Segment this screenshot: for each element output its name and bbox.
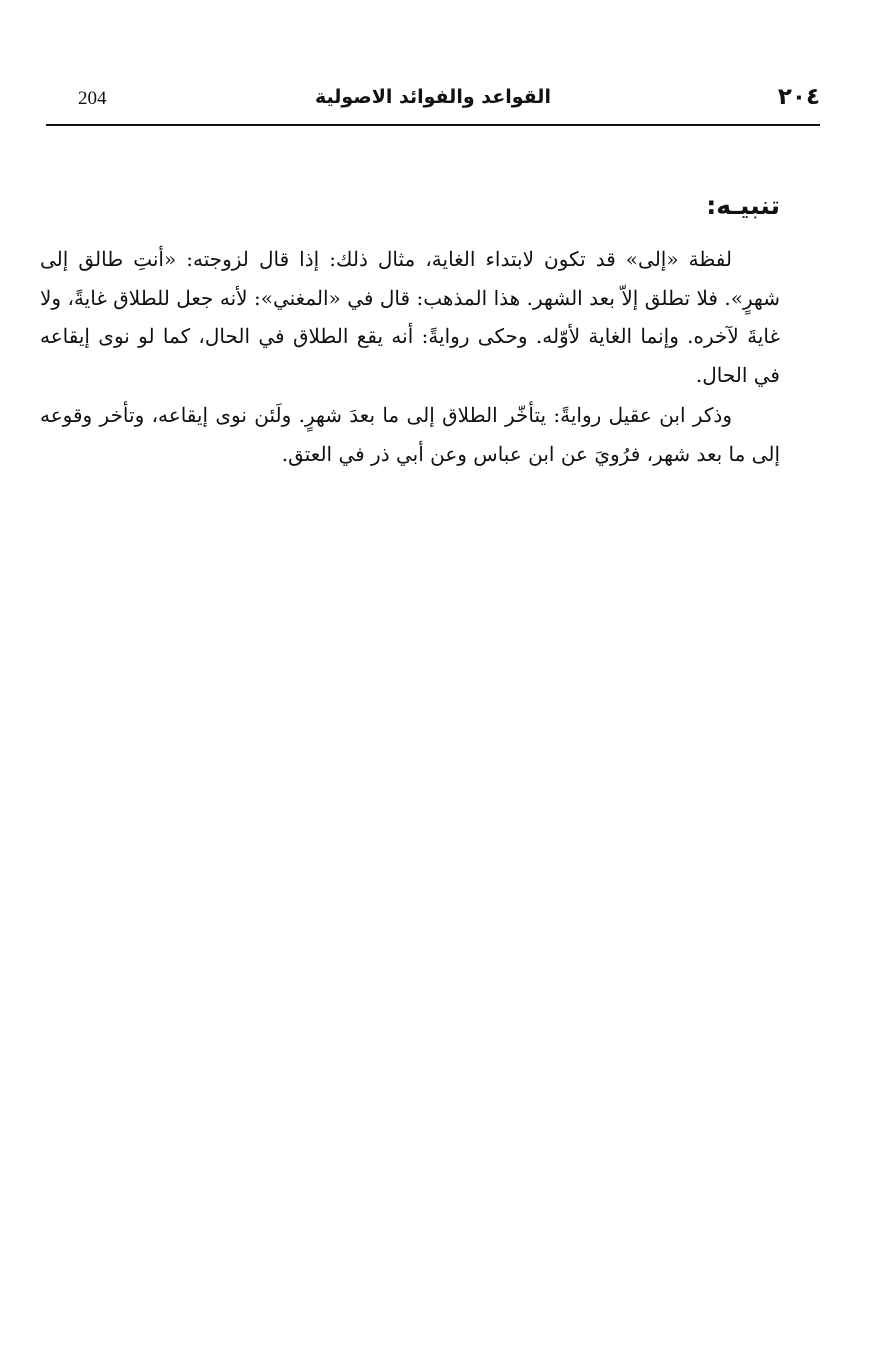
page-number-arabic: ٢٠٤ bbox=[777, 84, 820, 110]
paragraph-2: وذكر ابن عقيل روايةً: يتأخّر الطلاق إلى ما بعدَ شهرٍ. ولَئن نوى إيقاعه، وتأخر وقوعه إلى ما بعد شهر، فرُويَ عن ابن عباس وعن أبي ذر في العتق. bbox=[40, 403, 780, 466]
page-body bbox=[40, 186, 780, 475]
header-divider bbox=[46, 124, 820, 126]
running-title: القواعد والفوائد الاصولية bbox=[315, 86, 551, 108]
page-header bbox=[46, 84, 820, 120]
paragraph-1: لفظة «إلى» قد تكون لابتداء الغاية، مثال ذلك: إذا قال لزوجته: «أنتِ طالق إلى شهرٍ». فلا تطلق إلاّ بعد الشهر. هذا المذهب: قال في «المغني»: لأنه جعل للطلاق غايةً، ولا غايةَ لآخره. وإنما الغاية لأوّله. وحكى روايةً: أنه يقع الطلاق في الحال، كما لو نوى إيقاعه في الحال. bbox=[40, 247, 780, 387]
page-number-latin: 204 bbox=[78, 88, 107, 109]
section-heading: تنبيـه: bbox=[706, 191, 780, 220]
